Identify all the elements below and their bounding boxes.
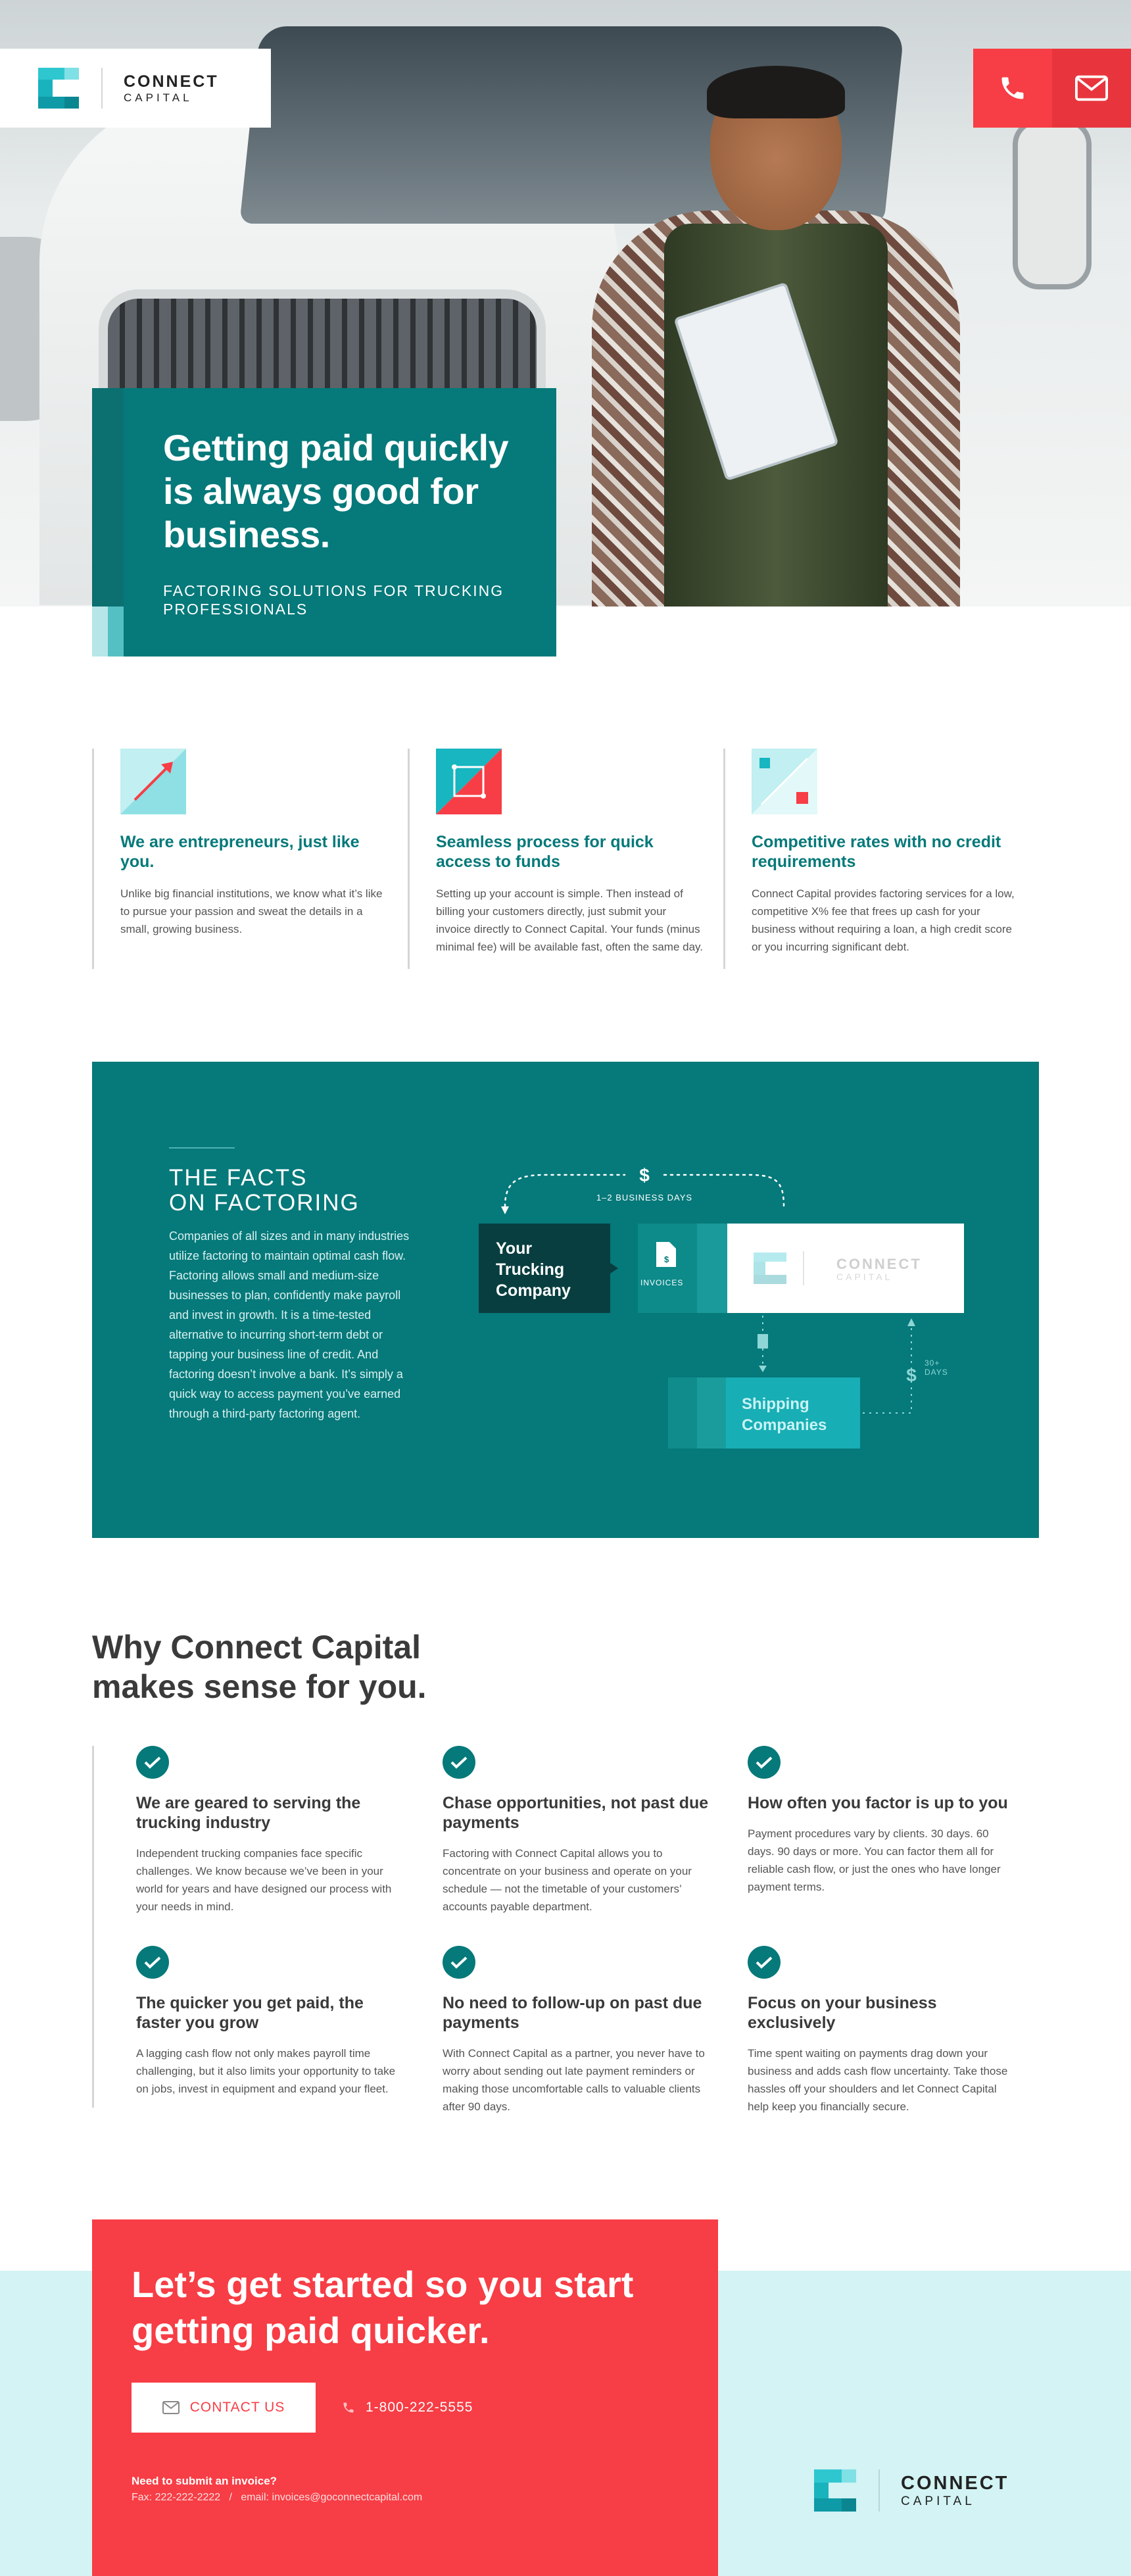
why-title-line2: makes sense for you. bbox=[92, 1668, 427, 1705]
cta-card bbox=[92, 2219, 718, 2576]
invoice-doc-dollar: $ bbox=[664, 1254, 669, 1264]
invoice-down-arrowhead bbox=[759, 1366, 767, 1372]
invoice-title: Need to submit an invoice? bbox=[132, 2475, 277, 2487]
why-item bbox=[136, 1746, 406, 1916]
diagram-logo-line2: CAPITAL bbox=[836, 1272, 893, 1282]
payment-arrowhead bbox=[501, 1206, 509, 1214]
features-row bbox=[92, 749, 1039, 969]
check-icon bbox=[443, 1946, 475, 1979]
logo-line2: CAPITAL bbox=[124, 91, 193, 104]
payment-timing: 1–2 BUSINESS DAYS bbox=[596, 1193, 693, 1202]
payment-dollar: $ bbox=[639, 1165, 650, 1185]
why-item-body: A lagging cash flow not only makes payroll time challenging, but it also limits your opportunity to take on jobs, invest in equipment and expand your fleet. bbox=[136, 2047, 396, 2095]
hero-photo-driver bbox=[592, 59, 960, 607]
why-item-title: The quicker you get paid, the faster you grow bbox=[136, 1994, 364, 2032]
why-item bbox=[136, 1946, 406, 2098]
feature-competitive-rates bbox=[723, 749, 1039, 969]
why-item-title: How often you factor is up to you bbox=[748, 1794, 1008, 1812]
driver-hair bbox=[707, 66, 845, 118]
why-item bbox=[443, 1746, 712, 1916]
header-logo[interactable] bbox=[0, 49, 271, 128]
check-icon bbox=[748, 1746, 781, 1779]
cta-headline-line2: getting paid quicker. bbox=[132, 2310, 490, 2351]
process-flow-icon bbox=[436, 749, 502, 814]
shipping-shade-2 bbox=[697, 1377, 726, 1449]
hero-subline: FACTORING SOLUTIONS FOR TRUCKING PROFESSIONALS bbox=[163, 582, 504, 618]
invoices-box bbox=[638, 1224, 697, 1313]
feature-body: Unlike big financial institutions, we know what it’s like to pursue your passion and sweat the details in a small, growing business. bbox=[120, 887, 383, 935]
check-icon bbox=[748, 1946, 781, 1979]
logo-divider bbox=[101, 68, 103, 109]
feature-body: Setting up your account is simple. Then instead of billing your customers directly, just submit your invoice directly to Connect Capital. Your funds (minus minimal fee) will be available fast, often the same day. bbox=[436, 887, 703, 953]
hero-card-edge bbox=[92, 388, 124, 607]
facts-title bbox=[169, 1166, 360, 1216]
cta-headline bbox=[132, 2262, 679, 2354]
facts-section bbox=[92, 1062, 1039, 1538]
facts-body: Companies of all sizes and in many industries utilize factoring to maintain optimal cash flow. Factoring allows small and medium-size businesses to plan, confidently make payroll and invest in growth. It is a time-tested alternative to incurring short-term debt or tapping your business line of credit. And factoring doesn’t involve a bank. It’s simply a quick way to access payment you’ve earned through a third-party factoring agent. bbox=[169, 1229, 410, 1420]
why-item-title: We are geared to serving the trucking industry bbox=[136, 1794, 361, 1832]
days-line1: 30+ bbox=[925, 1358, 940, 1368]
why-section bbox=[92, 1627, 1039, 2113]
feature-entrepreneurs bbox=[92, 749, 408, 969]
why-item-body: Time spent waiting on payments drag down your business and adds cash flow uncertainty. Take those hassles off your shoulders and let Connect Capital help keep you financially secure. bbox=[748, 2047, 1008, 2113]
days-line2: DAYS bbox=[925, 1368, 948, 1377]
why-item bbox=[748, 1946, 1017, 2116]
why-item-body: Payment procedures vary by clients. 30 days. 60 days. 90 days or more. You can factor them all for reliable cash flow, or just the ones who have longer payment terms. bbox=[748, 1827, 1001, 1893]
why-title-line1: Why Connect Capital bbox=[92, 1629, 421, 1666]
trucking-line1: Your bbox=[496, 1239, 533, 1258]
footer-logo-line2: CAPITAL bbox=[901, 2494, 975, 2508]
factoring-diagram bbox=[473, 1134, 973, 1476]
hero-headline: Getting paid quickly is always good for business. bbox=[163, 427, 509, 555]
feature-title: Seamless process for quick access to funds bbox=[436, 833, 654, 871]
shipping-line1: Shipping bbox=[742, 1395, 809, 1413]
why-item-body: Independent trucking companies face specific challenges. We know because we’ve been in your world for years and have designed our process with your needs in mind. bbox=[136, 1847, 392, 1913]
feature-seamless-process bbox=[408, 749, 723, 969]
invoices-box-shade bbox=[697, 1224, 727, 1313]
why-grid bbox=[92, 1746, 1039, 2113]
growth-arrow-icon bbox=[120, 749, 186, 814]
why-item-title: Focus on your business exclusively bbox=[748, 1994, 937, 2032]
shipping-shade-1 bbox=[668, 1377, 697, 1449]
footer-logo[interactable] bbox=[814, 2469, 1009, 2512]
trucking-arrow bbox=[610, 1263, 618, 1274]
call-button[interactable] bbox=[973, 49, 1052, 128]
shipping-line2: Companies bbox=[742, 1416, 827, 1434]
hero-headline-card bbox=[124, 388, 556, 656]
return-dollar: $ bbox=[906, 1365, 917, 1385]
facts-title-line1: THE FACTS bbox=[169, 1165, 308, 1191]
header-contact-buttons bbox=[973, 49, 1131, 128]
facts-title-line2: ON FACTORING bbox=[169, 1190, 360, 1216]
why-title bbox=[92, 1627, 1039, 1706]
why-item-body: With Connect Capital as a partner, you never have to worry about sending out late payment reminders or making those uncomfortable calls to valuable clients after 90 days. bbox=[443, 2047, 705, 2113]
check-icon bbox=[443, 1746, 475, 1779]
phone-number: 1-800-222-5555 bbox=[366, 2400, 473, 2415]
logo-mark-icon bbox=[38, 68, 79, 109]
check-icon bbox=[136, 1746, 169, 1779]
why-item-body: Factoring with Connect Capital allows you to concentrate on your business and operate on your schedule — not the timetable of your customers’ accounts payable department. bbox=[443, 1847, 692, 1913]
mail-icon bbox=[1075, 75, 1108, 101]
footer-logo-divider bbox=[878, 2469, 880, 2512]
contact-us-button[interactable] bbox=[132, 2383, 316, 2433]
footer-logo-wordmark bbox=[901, 2473, 1009, 2509]
why-item-title: Chase opportunities, not past due payments bbox=[443, 1794, 709, 1832]
diagram-logo-line1: CONNECT bbox=[836, 1256, 922, 1272]
percent-rate-icon bbox=[752, 749, 817, 814]
check-icon bbox=[136, 1946, 169, 1979]
truck-mirror bbox=[1013, 118, 1092, 289]
hero-card-accent bbox=[92, 607, 124, 656]
phone-link[interactable] bbox=[342, 2400, 473, 2415]
why-item bbox=[443, 1946, 712, 2116]
phone-icon bbox=[998, 74, 1027, 103]
shipping-companies-box bbox=[726, 1377, 860, 1449]
email-button[interactable] bbox=[1052, 49, 1131, 128]
why-item bbox=[748, 1746, 1017, 1896]
facts-rule bbox=[169, 1147, 235, 1149]
cta-actions bbox=[132, 2383, 679, 2433]
logo-wordmark bbox=[124, 72, 219, 105]
contact-us-label: CONTACT US bbox=[189, 2400, 285, 2415]
mail-icon bbox=[162, 2401, 180, 2414]
feature-title: We are entrepreneurs, just like you. bbox=[120, 833, 360, 871]
footer-logo-line1: CONNECT bbox=[901, 2472, 1009, 2494]
logo-line1: CONNECT bbox=[124, 72, 219, 91]
invoices-label: INVOICES bbox=[640, 1278, 684, 1287]
payment-return-arrow bbox=[863, 1325, 911, 1413]
cta-headline-line1: Let’s get started so you start bbox=[132, 2264, 634, 2305]
feature-title: Competitive rates with no credit requirements bbox=[752, 833, 1001, 871]
invoice-mini-icon bbox=[758, 1334, 768, 1349]
phone-icon bbox=[342, 2401, 355, 2414]
trucking-line3: Company bbox=[496, 1281, 571, 1300]
trucking-line2: Trucking bbox=[496, 1260, 565, 1279]
invoice-details[interactable]: Fax: 222-222-2222 / email: invoices@goconnectcapital.com bbox=[132, 2492, 423, 2503]
footer-logo-mark-icon bbox=[814, 2469, 856, 2512]
payment-return-arrowhead bbox=[907, 1318, 915, 1326]
feature-body: Connect Capital provides factoring services for a low, competitive X% fee that frees up cash for your business without requiring a loan, a high credit score or you incurring significant debt. bbox=[752, 887, 1015, 953]
why-item-title: No need to follow-up on past due payments bbox=[443, 1994, 702, 2032]
